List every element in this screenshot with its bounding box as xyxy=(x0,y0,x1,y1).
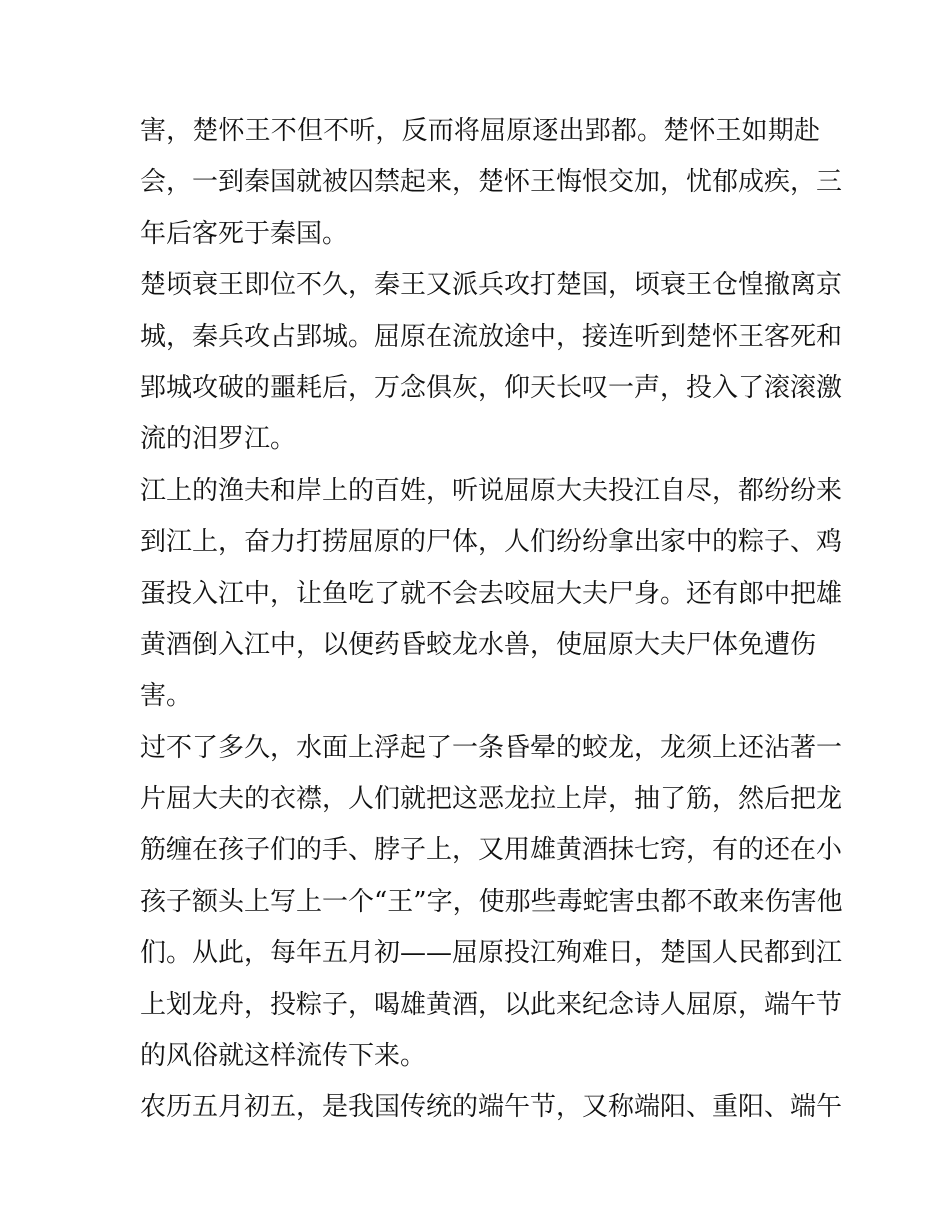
text-line: 蛋投入江中，让鱼吃了就不会去咬屈大夫尸身。还有郎中把雄 xyxy=(140,578,843,609)
text-line: 害。 xyxy=(140,681,193,712)
text-line: 黄酒倒入江中，以便药昏蛟龙水兽，使屈原大夫尸体免遭伤 xyxy=(140,629,817,660)
text-line: 片屈大夫的衣襟，人们就把这恶龙拉上岸，抽了筋，然后把龙 xyxy=(140,784,843,815)
text-line: 农历五月初五，是我国传统的端午节，又称端阳、重阳、端午 xyxy=(140,1092,843,1123)
text-line: 上划龙舟，投粽子，喝雄黄酒，以此来纪念诗人屈原，端午节 xyxy=(140,989,843,1020)
text-line: 城，秦兵攻占郢城。屈原在流放途中，接连听到楚怀王客死和 xyxy=(140,321,843,352)
text-line: 年后客死于秦国。 xyxy=(140,218,349,249)
text-line: 会，一到秦国就被囚禁起来，楚怀王悔恨交加，忧郁成疾，三 xyxy=(140,167,843,198)
text-line: 流的汨罗江。 xyxy=(140,424,297,455)
text-line: 江上的渔夫和岸上的百姓，听说屈原大夫投江自尽，都纷纷来 xyxy=(140,475,843,506)
document-body xyxy=(140,106,843,1134)
text-line: 的风俗就这样流传下来。 xyxy=(140,1041,427,1072)
paragraph-3 xyxy=(140,466,843,723)
text-line: 们。从此，每年五月初——屈原投江殉难日，楚国人民都到江 xyxy=(140,938,843,969)
paragraph-2 xyxy=(140,260,843,466)
text-line: 楚顷衰王即位不久，秦王又派兵攻打楚国，顷衰王仓惶撤离京 xyxy=(140,270,843,301)
text-line: 孩子额头上写上一个“王”字，使那些毒蛇害虫都不敢来伤害他 xyxy=(140,886,843,917)
text-line: 筋缠在孩子们的手、脖子上，又用雄黄酒抹七窍，有的还在小 xyxy=(140,835,843,866)
paragraph-5 xyxy=(140,1082,843,1133)
text-line: 郢城攻破的噩耗后，万念俱灰，仰天长叹一声，投入了滚滚激 xyxy=(140,372,843,403)
text-line: 害，楚怀王不但不听，反而将屈原逐出郢都。楚怀王如期赴 xyxy=(140,116,820,146)
paragraph-1 xyxy=(140,106,843,260)
text-line: 到江上，奋力打捞屈原的尸体，人们纷纷拿出家中的粽子、鸡 xyxy=(140,527,843,558)
paragraph-4 xyxy=(140,723,843,1083)
text-line: 过不了多久，水面上浮起了一条昏晕的蛟龙，龙须上还沾著一 xyxy=(140,732,843,763)
